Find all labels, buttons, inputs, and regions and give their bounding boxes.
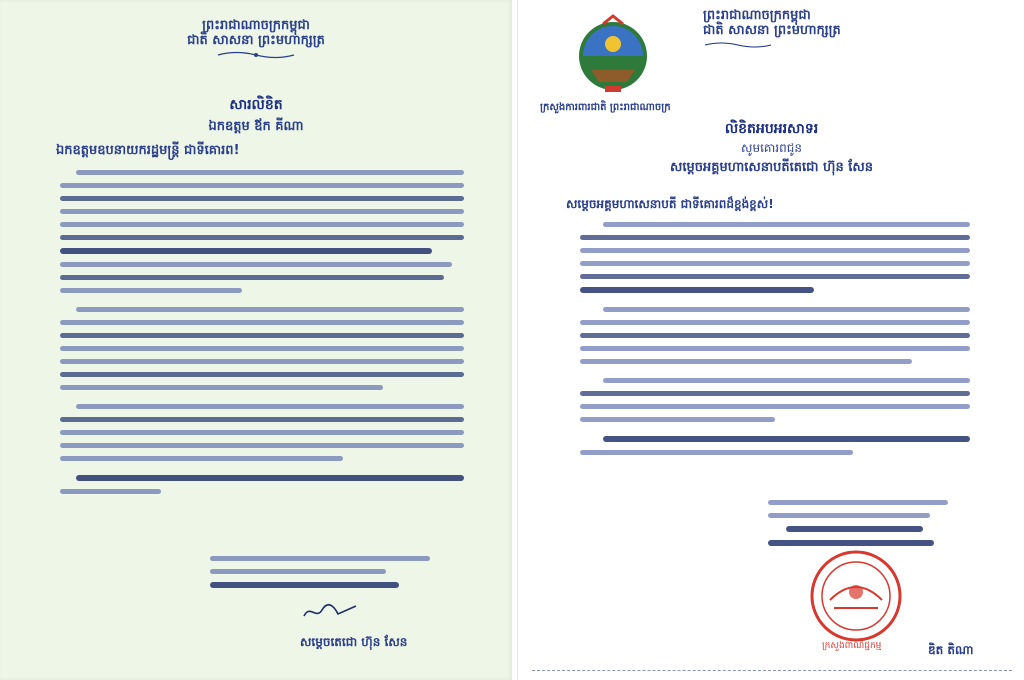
right-title-block bbox=[518, 122, 1024, 175]
left-title: សារលិខិត bbox=[229, 97, 283, 113]
left-signatory: សម្ដេចតេជោ ហ៊ុន សែន bbox=[300, 635, 408, 649]
left-date bbox=[210, 556, 430, 596]
right-recipient: សម្តេចអគ្គមហាសេនាបតីតេជោ ហ៊ុន សែន bbox=[670, 160, 873, 175]
right-date bbox=[768, 500, 948, 554]
left-header-kingdom: ព្រះរាជាណាចក្រកម្ពុជា bbox=[202, 18, 310, 33]
left-header bbox=[0, 18, 512, 60]
letter-right bbox=[517, 0, 1024, 680]
right-header-motto: ជាតិ សាសនា ព្រះមហាក្សត្រ bbox=[703, 23, 841, 38]
right-signatory: ឌិត តិណា bbox=[928, 643, 974, 657]
left-header-motto: ជាតិ សាសនា ព្រះមហាក្សត្រ bbox=[187, 33, 325, 48]
left-body bbox=[60, 170, 464, 502]
right-header bbox=[703, 8, 843, 53]
left-signature bbox=[300, 600, 360, 622]
right-subtitle: សូមគោរពជូន bbox=[741, 141, 802, 155]
right-body bbox=[580, 222, 970, 463]
right-title: លិខិតអបអរសាទរ bbox=[724, 121, 819, 137]
right-salutation: សម្តេចអគ្គមហាសេនាបតី ជាទីគោរពដ៏ខ្ពង់ខ្ពស់! bbox=[566, 197, 774, 211]
emblem-icon bbox=[573, 14, 653, 94]
right-header-kingdom: ព្រះរាជាណាចក្រកម្ពុជា bbox=[703, 8, 811, 23]
emblem-caption: ក្រសួងការពារជាតិ ព្រះរាជាណាចក្រ bbox=[540, 102, 671, 113]
flourish-icon bbox=[216, 50, 296, 60]
left-subtitle: ឯកឧត្តម ឪក គីណា bbox=[208, 119, 304, 134]
flourish-icon bbox=[703, 41, 773, 49]
footer-rule bbox=[532, 670, 1012, 674]
left-title-block bbox=[0, 98, 512, 134]
seal-text: ក្រសួងពាណិជ្ជកម្ម bbox=[822, 641, 882, 651]
left-salutation: ឯកឧត្តមឧបនាយករដ្ឋមន្ត្រី ជាទីគោរព! bbox=[56, 143, 240, 158]
official-seal-icon bbox=[808, 548, 904, 644]
